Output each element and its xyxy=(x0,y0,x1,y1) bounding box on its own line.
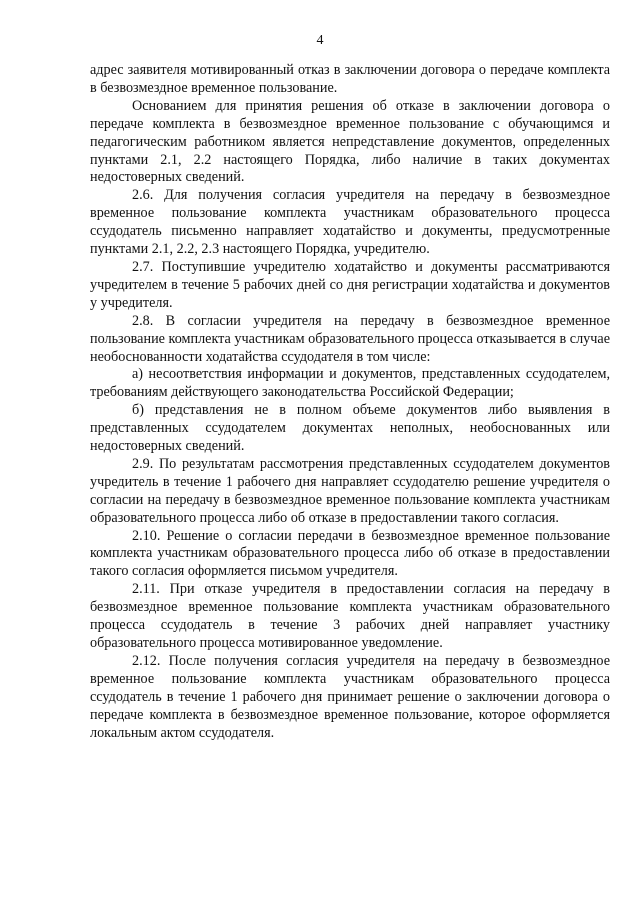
paragraph-2-9: 2.9. По результатам рассмотрения представленных ссудодателем документов учредитель в течение 1 рабочего дня направляет ссудодателю решение учредителя о согласии на передачу в безвозмездное временное пользование комплекта участникам образовательного процесса либо об отказе в предоставлении такого согласия. xyxy=(90,455,610,526)
paragraph-2-6: 2.6. Для получения согласия учредителя на передачу в безвозмездное временное пользование комплекта участникам образовательного процесса ссудодатель письменно направляет ходатайство и документы, предусмотренные пунктами 2.1, 2.2, 2.3 настоящего Порядка, учредителю. xyxy=(90,187,610,258)
page-number: 4 xyxy=(316,33,324,48)
paragraph-2-11: 2.11. При отказе учредителя в предоставлении согласия на передачу в безвозмездное временное пользование комплекта участникам образовательного процесса ссудодатель в течение 3 рабочих дней направляет участнику образовательного процесса мотивированное уведомление. xyxy=(90,581,610,651)
document-body xyxy=(90,62,610,742)
paragraph-2-7: 2.7. Поступившие учредителю ходатайство и документы рассматриваются учредителем в течение 5 рабочих дней со дня регистрации ходатайства и документов у учредителя. xyxy=(90,258,610,311)
paragraph-2-12: 2.12. После получения согласия учредителя на передачу в безвозмездное временное пользование комплекта участникам образовательного процесса ссудодатель в течение 1 рабочего дня принимает решение о заключении договора о передаче комплекта в безвозмездное временное пользование, которое оформляется локальным актом ссудодателя. xyxy=(90,652,610,741)
paragraph-2-8-b: б) представления не в полном объеме документов либо выявления в представленных ссудодателем документах неполных, необоснованных или недостоверных сведений. xyxy=(90,402,610,455)
paragraph-refusal-grounds: Основанием для принятия решения об отказе в заключении договора о передаче комплекта в безвозмездное временное пользование с обучающимся и педагогическим работником является непредставление документов, определенных пунктами 2.1, 2.2 настоящего Порядка, либо наличие в таких документах недостоверных сведений. xyxy=(90,97,610,186)
paragraph-continuation: адрес заявителя мотивированный отказ в заключении договора о передаче комплекта в безвозмездное временное пользование. xyxy=(90,62,610,96)
paragraph-2-10: 2.10. Решение о согласии передачи в безвозмездное временное пользование комплекта участникам образовательного процесса либо об отказе в предоставлении такого согласия оформляется письмом учредителя. xyxy=(90,527,610,580)
paragraph-2-8: 2.8. В согласии учредителя на передачу в безвозмездное временное пользование комплекта участникам образовательного процесса отказывается в случае необоснованности ходатайства ссудодателя в том числе: xyxy=(90,312,610,365)
paragraph-2-8-a: а) несоответствия информации и документов, представленных ссудодателем, требованиям действующего законодательства Российской Федерации; xyxy=(90,366,610,401)
